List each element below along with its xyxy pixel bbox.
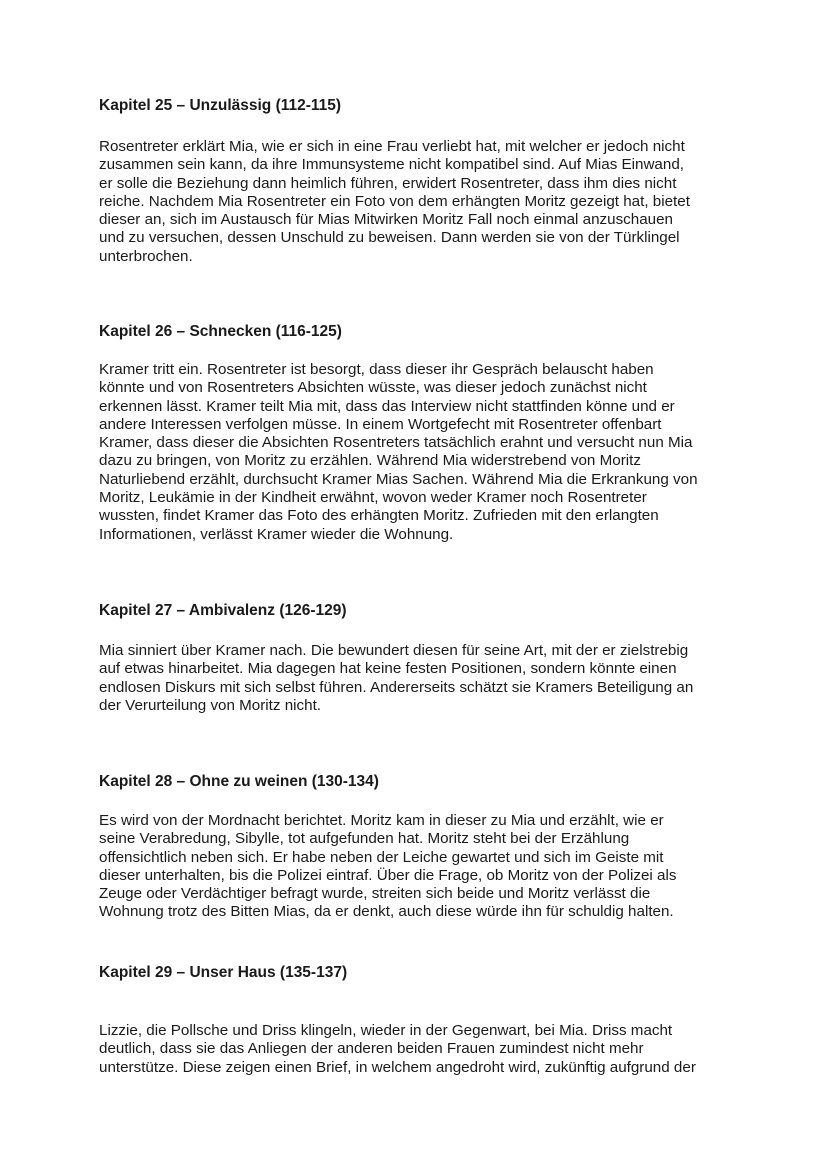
text-line: auf etwas hinarbeitet. Mia dagegen hat keine festen Positionen, sondern könnte einen [99,660,677,678]
chapter-heading: Kapitel 29 – Unser Haus (135-137) [99,964,348,981]
text-line: dazu zu bringen, von Moritz zu erzählen. Während Mia widerstrebend von Moritz [99,452,641,470]
text-line: deutlich, dass sie das Anliegen der anderen beiden Frauen zumindest nicht mehr [99,1040,644,1058]
text-line: er solle die Beziehung dann heimlich führen, erwidert Rosentreter, dass ihm dies nicht [99,174,677,192]
text-line: seine Verabredung, Sibylle, tot aufgefunden hat. Moritz steht bei der Erzählung [99,830,630,848]
text-line: dieser an, sich im Austausch für Mias Mitwirken Moritz Fall noch einmal anzuschauen [99,211,673,229]
text-line: unterbrochen. [99,247,193,265]
text-line: unterstütze. Diese zeigen einen Brief, in welchem angedroht wird, zukünftig aufgrund der [99,1058,696,1076]
text-line: Kramer tritt ein. Rosentreter ist besorgt, dass dieser ihr Gespräch belauscht haben [99,361,654,378]
text-line: Es wird von der Mordnacht berichtet. Moritz kam in dieser zu Mia und erzählt, wie er [99,812,664,829]
text-line: Informationen, verlässt Kramer wieder die Wohnung. [99,525,454,543]
chapter-heading: Kapitel 26 – Schnecken (116-125) [99,323,342,340]
chapter-heading: Kapitel 25 – Unzulässig (112-115) [99,97,342,114]
text-line: dieser unterhalten, bis die Polizei eintraf. Über die Frage, ob Moritz von der Polizei als [99,866,677,884]
text-line: der Verurteilung von Moritz nicht. [99,696,322,714]
text-line: endlosen Diskurs mit sich selbst führen. Andererseits schätzt sie Kramers Beteiligung an [99,678,694,696]
chapter-heading: Kapitel 28 – Ohne zu weinen (130-134) [99,773,379,790]
text-line: Kramer, dass dieser die Absichten Rosentreters tatsächlich erahnt und versucht nun Mia [99,434,693,452]
text-line: Lizzie, die Pollsche und Driss klingeln, wieder in der Gegenwart, bei Mia. Driss macht [99,1022,673,1039]
text-line: Wohnung trotz des Bitten Mias, da er denkt, auch diese würde ihn für schuldig halten. [99,903,674,921]
text-line: Moritz, Leukämie in der Kindheit erwähnt, wovon weder Kramer noch Rosentreter [99,489,647,507]
chapter-summary [99,1022,739,1077]
text-line: und zu versuchen, dessen Unschuld zu beweisen. Dann werden sie von der Türklingel [99,229,680,247]
chapter-heading: Kapitel 27 – Ambivalenz (126-129) [99,602,347,619]
text-line: offensichtlich neben sich. Er habe neben der Leiche gewartet und sich im Geiste mit [99,848,664,866]
text-line: Mia sinniert über Kramer nach. Die bewundert diesen für seine Art, mit der er zielstrebig [99,642,689,659]
text-line: zusammen sein kann, da ihre Immunsysteme nicht kompatibel sind. Auf Mias Einwand, [99,156,684,174]
text-line: wussten, findet Kramer das Foto des erhängten Moritz. Zufrieden mit den erlangten [99,507,659,525]
chapter-summary [99,642,739,715]
chapter-summary [99,812,739,922]
text-line: erkennen lässt. Kramer teilt Mia mit, dass das Interview nicht stattfinden könne und er [99,397,675,415]
text-line: Zeuge oder Verdächtiger befragt wurde, streiten sich beide und Moritz verlässt die [99,885,651,903]
text-line: Rosentreter erklärt Mia, wie er sich in eine Frau verliebt hat, mit welcher er jedoch nicht [99,138,685,155]
text-line: könnte und von Rosentreters Absichten wüsste, was dieser jedoch zunächst nicht [99,379,647,397]
chapter-summary [99,361,739,544]
text-line: reiche. Nachdem Mia Rosentreter ein Foto von dem erhängten Moritz gezeigt hat, bietet [99,192,690,210]
text-line: andere Interessen verfolgen müsse. In einem Wortgefecht mit Rosentreter offenbart [99,415,662,433]
chapter-summary [99,138,739,266]
text-line: Naturliebend erzählt, durchsucht Kramer Mias Sachen. Während Mia die Erkrankung von [99,470,698,488]
